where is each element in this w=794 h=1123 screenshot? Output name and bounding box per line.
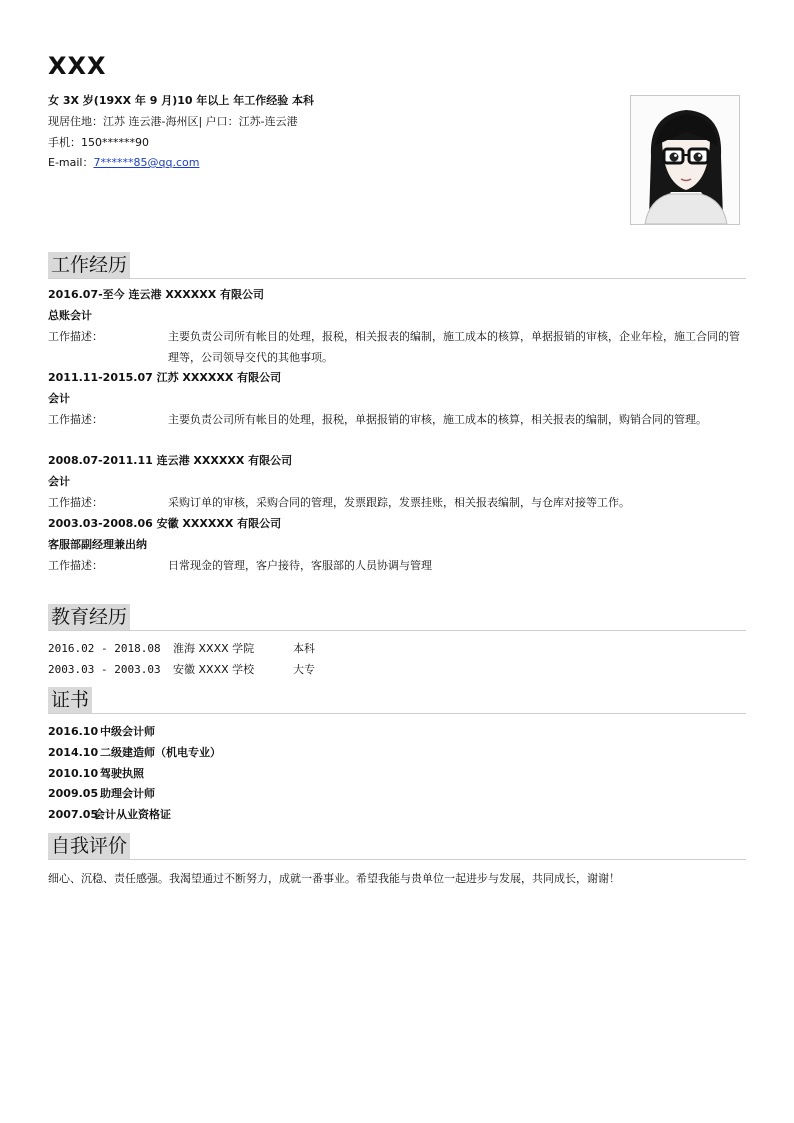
email-link[interactable]: 7******85@qq.com [93,156,200,169]
certificate-item [48,787,155,801]
work-period-company: 2003.03-2008.06 安徽 XXXXXX 有限公司 [48,517,282,530]
location-info: 现居住地：江苏 连云港-海州区| 户口：江苏-连云港 [48,115,298,128]
section-title-work: 工作经历 [48,252,130,278]
certificate-name: 会计从业资格证 [94,808,171,821]
work-period-company: 2016.07-至今 连云港 XXXXXX 有限公司 [48,288,265,301]
section-title-education: 教育经历 [48,604,130,630]
certificate-name: 驾驶执照 [100,767,144,780]
email-label: E-mail： [48,156,94,169]
work-title: 总账会计 [48,309,92,322]
section-title-self-evaluation: 自我评价 [48,833,130,859]
certificate-item [48,808,171,822]
certificate-item [48,725,155,739]
education-period: 2003.03 - 2003.03 [48,663,161,676]
education-school: 安徽 XXXX 学校 [173,663,255,676]
certificate-date: 2010.10 [48,767,99,780]
work-description: 主要负责公司所有帐目的处理，报税，单据报销的审核，施工成本的核算，相关报表的编制，购销合同的管理。 [168,413,707,426]
work-desc-label: 工作描述： [48,413,103,426]
self-evaluation-text: 细心、沉稳、责任感强。我渴望通过不断努力，成就一番事业。希望我能与贵单位一起进步与发展，共同成长，谢谢！ [48,872,620,885]
work-description: 日常现金的管理，客户接待，客服部的人员协调与管理 [168,559,432,572]
work-desc-label: 工作描述： [48,559,103,572]
section-divider [48,630,746,631]
certificate-name: 中级会计师 [100,725,155,738]
work-period-company: 2011.11-2015.07 江苏 XXXXXX 有限公司 [48,371,282,384]
work-desc-label: 工作描述： [48,330,103,343]
section-title-certificates: 证书 [48,687,92,713]
avatar-illustration [631,96,739,224]
section-divider [48,713,746,714]
section-divider [48,859,746,860]
certificate-date: 2009.05 [48,787,99,800]
candidate-name: XXX [48,52,107,80]
email-info [48,156,199,170]
education-period: 2016.02 - 2018.08 [48,642,161,655]
personal-summary: 女 3X 岁(19XX 年 9 月)10 年以上 年工作经验 本科 [48,94,315,107]
education-degree: 本科 [293,642,315,655]
work-title: 会计 [48,475,70,488]
work-title: 会计 [48,392,70,405]
work-period-company: 2008.07-2011.11 连云港 XXXXXX 有限公司 [48,454,293,467]
work-description: 主要负责公司所有帐目的处理，报税，相关报表的编制，施工成本的核算，单据报销的审核，企业年检，施工合同的管理等，公司领导交代的其他事项。 [168,330,740,364]
education-school: 淮海 XXXX 学院 [173,642,255,655]
work-title: 客服部副经理兼出纳 [48,538,147,551]
certificate-name: 二级建造师（机电专业） [100,746,221,759]
section-divider [48,278,746,279]
education-degree: 大专 [293,663,315,676]
work-desc-label: 工作描述： [48,496,103,509]
certificate-name: 助理会计师 [100,787,155,800]
work-description: 采购订单的审核，采购合同的管理，发票跟踪，发票挂账，相关报表编制，与仓库对接等工作。 [168,496,630,509]
profile-photo [630,95,740,225]
certificate-item [48,767,144,781]
certificate-date: 2007.05 [48,808,99,821]
phone-info: 手机：150******90 [48,136,149,149]
certificate-item [48,746,221,760]
certificate-date: 2014.10 [48,746,99,759]
certificate-date: 2016.10 [48,725,99,738]
